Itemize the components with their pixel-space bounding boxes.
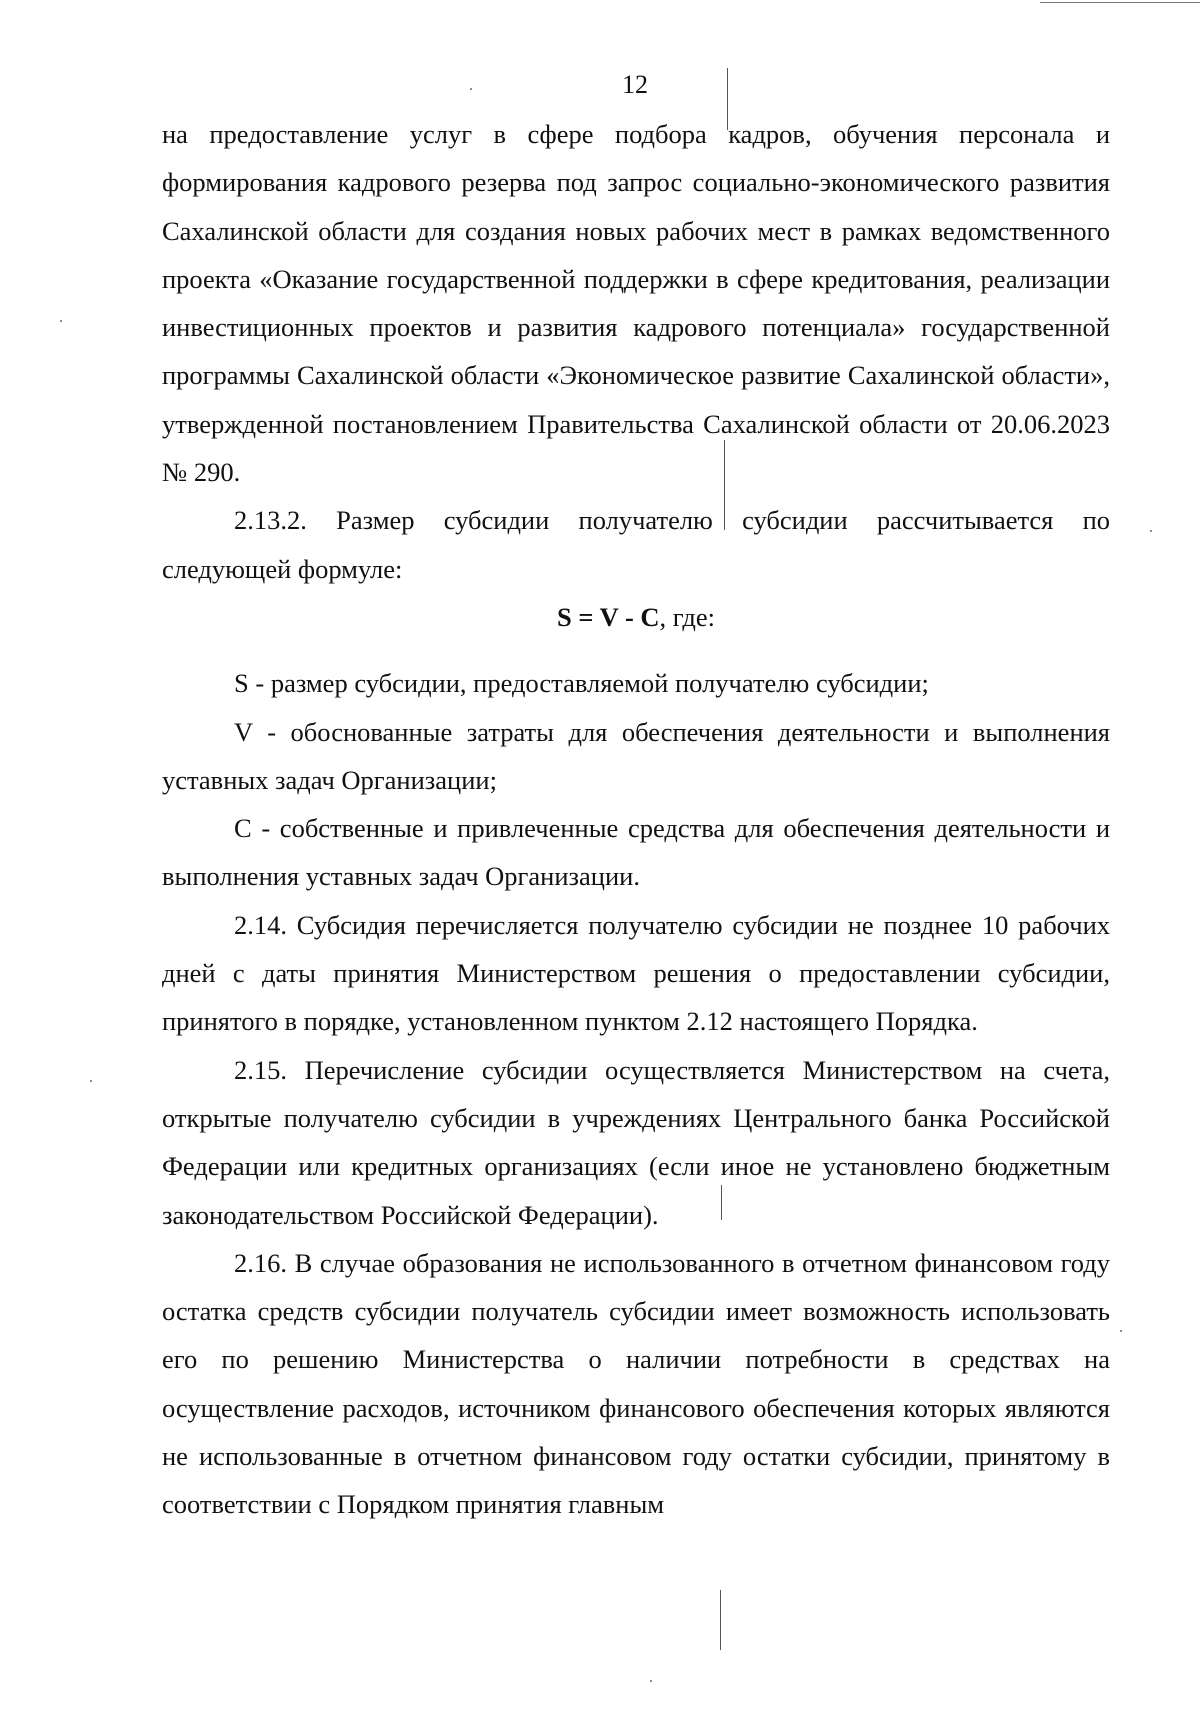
formula-tail: , где: bbox=[659, 601, 715, 632]
definition-s: S - размер субсидии, предоставляемой получателю субсидии; bbox=[234, 668, 929, 699]
scan-artifact-top-line bbox=[1040, 2, 1200, 3]
formula-expression: S = V - C bbox=[557, 601, 660, 632]
scan-speck bbox=[1120, 1330, 1122, 1332]
document-body bbox=[162, 110, 1110, 1529]
scan-speck bbox=[90, 1080, 92, 1082]
definition-c: С - собственные и привлеченные средства для обеспечения деятельности и выполнения уставных задач Организации. bbox=[162, 813, 1110, 892]
paragraph-2-16: 2.16. В случае образования не использованного в отчетном финансовом году остатка средств субсидии получатель субсидии имеет возможность использовать его по решению Министерства о наличии потребности в средствах на осуществление расходов, источником финансового обеспечения которых являются не использованные в отчетном финансовом году остатки субсидии, принятому в соответствии с Порядком принятия главным bbox=[162, 1247, 1110, 1520]
scan-speck bbox=[650, 1680, 652, 1682]
page-number: 12 bbox=[622, 70, 648, 99]
scan-artifact-fold-line bbox=[720, 1590, 721, 1650]
definition-v: V - обоснованные затраты для обеспечения деятельности и выполнения уставных задач Организации; bbox=[162, 716, 1110, 795]
paragraph-2-13-2: 2.13.2. Размер субсидии получателю субсидии рассчитывается по следующей формуле: bbox=[162, 505, 1110, 584]
scan-speck bbox=[1150, 530, 1152, 532]
scan-speck bbox=[60, 320, 62, 322]
paragraph-2-15: 2.15. Перечисление субсидии осуществляется Министерством на счета, открытые получателю субсидии в учреждениях Центрального банка Российской Федерации или кредитных организациях (если иное не установлено бюджетным законодательством Российской Федерации). bbox=[162, 1054, 1110, 1230]
formula bbox=[162, 593, 1110, 641]
paragraph-continuation: на предоставление услуг в сфере подбора кадров, обучения персонала и формирования кадрового резерва под запрос социально-экономического развития Сахалинской области для создания новых рабочих мест в рамках ведомственного проекта «Оказание государственной поддержки в сфере кредитования, реализации инвестиционных проектов и развития кадрового потенциала» государственной программы Сахалинской области «Экономическое развитие Сахалинской области», утвержденной постановлением Правительства Сахалинской области от 20.06.2023 № 290. bbox=[162, 119, 1110, 488]
paragraph-2-14: 2.14. Субсидия перечисляется получателю субсидии не позднее 10 рабочих дней с даты принятия Министерством решения о предоставлении субсидии, принятого в порядке, установленном пунктом 2.12 настоящего Порядка. bbox=[162, 909, 1110, 1037]
